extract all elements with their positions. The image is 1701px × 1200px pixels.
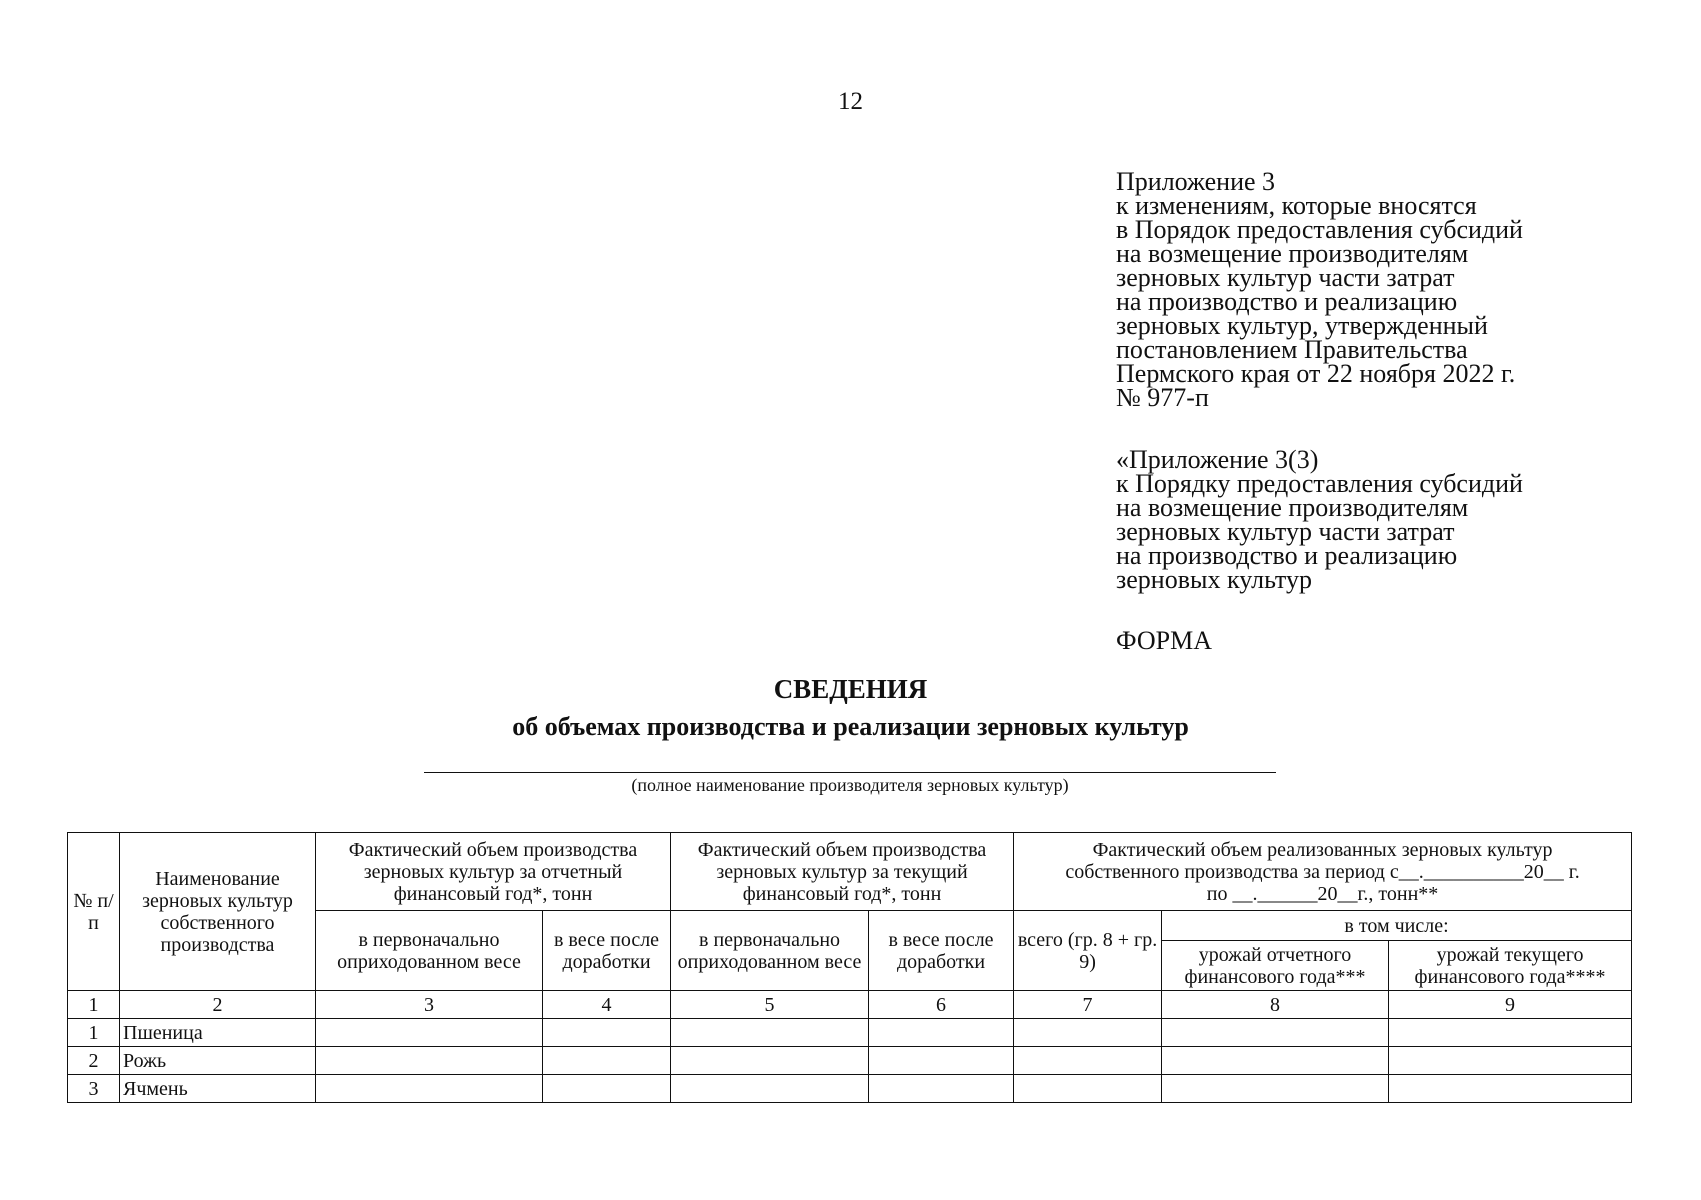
header-group-sold [1014, 833, 1632, 911]
appendix-header-line: постановлением Правительства [1116, 335, 1468, 364]
table-row [68, 1075, 1632, 1103]
column-number: 6 [869, 991, 1014, 1019]
column-number: 9 [1389, 991, 1632, 1019]
form-label: ФОРМА [1116, 626, 1212, 655]
header-initial-weight-current: в первоначально оприходованном весе [671, 911, 869, 991]
header-after-processing-reporting: в весе после доработки [543, 911, 671, 991]
empty-cell[interactable] [1389, 1075, 1632, 1103]
producer-name-line [424, 772, 1276, 773]
header-group-sold-line: по __.______20__г., тонн** [1206, 882, 1439, 905]
row-number: 1 [68, 1019, 120, 1047]
table-row [68, 1047, 1632, 1075]
crop-name-cell: Рожь [120, 1047, 316, 1075]
empty-cell[interactable] [869, 1047, 1014, 1075]
appendix-sub-line: на производство и реализацию [1116, 541, 1458, 570]
empty-cell[interactable] [1162, 1075, 1389, 1103]
empty-cell[interactable] [316, 1019, 543, 1047]
appendix-header-line: на возмещение производителям [1116, 239, 1469, 268]
empty-cell[interactable] [671, 1019, 869, 1047]
appendix-header-line: Приложение 3 [1116, 167, 1276, 196]
header-total-sold: всего (гр. 8 + гр. 9) [1014, 911, 1162, 991]
header-group-sold-line: Фактический объем реализованных зерновых культур [1092, 838, 1553, 861]
header-harvest-reporting-year: урожай отчетного финансового года*** [1162, 941, 1389, 991]
column-number: 4 [543, 991, 671, 1019]
header-group-reporting-year: Фактический объем производства зерновых культур за отчетный финансовый год*, тонн [316, 833, 671, 911]
empty-cell[interactable] [1389, 1019, 1632, 1047]
production-table [67, 832, 1632, 1103]
appendix-header-line: Пермского края от 22 ноября 2022 г. [1116, 359, 1516, 388]
appendix-sub-line: «Приложение 3(3) [1116, 445, 1319, 474]
empty-cell[interactable] [1014, 1019, 1162, 1047]
table-row [68, 1019, 1632, 1047]
appendix-sub-line: зерновых культур части затрат [1116, 517, 1455, 546]
empty-cell[interactable] [543, 1075, 671, 1103]
column-number: 8 [1162, 991, 1389, 1019]
empty-cell[interactable] [671, 1075, 869, 1103]
column-number: 2 [120, 991, 316, 1019]
header-row-number: № п/п [68, 833, 120, 991]
document-subtitle: об объемах производства и реализации зерновых культур [512, 712, 1189, 741]
crop-name-cell: Пшеница [120, 1019, 316, 1047]
column-number: 5 [671, 991, 869, 1019]
header-initial-weight-reporting: в первоначально оприходованном весе [316, 911, 543, 991]
empty-cell[interactable] [869, 1019, 1014, 1047]
document-title: СВЕДЕНИЯ [773, 674, 928, 704]
appendix-sub-line: на возмещение производителям [1116, 493, 1469, 522]
crop-name-cell: Ячмень [120, 1075, 316, 1103]
appendix-sub-line: к Порядку предоставления субсидий [1116, 469, 1523, 498]
row-number: 3 [68, 1075, 120, 1103]
empty-cell[interactable] [316, 1075, 543, 1103]
header-group-sold-line: собственного производства за период с__.__________20__ г. [1065, 860, 1580, 883]
column-number: 1 [68, 991, 120, 1019]
appendix-sub-header [1116, 445, 1523, 594]
row-number: 2 [68, 1047, 120, 1075]
empty-cell[interactable] [671, 1047, 869, 1075]
empty-cell[interactable] [543, 1047, 671, 1075]
empty-cell[interactable] [316, 1047, 543, 1075]
empty-cell[interactable] [543, 1019, 671, 1047]
column-number: 7 [1014, 991, 1162, 1019]
appendix-header-line: в Порядок предоставления субсидий [1116, 215, 1523, 244]
header-crop-name: Наименование зерновых культур собственного производства [120, 833, 316, 991]
appendix-sub-line: зерновых культур [1116, 565, 1312, 594]
header-after-processing-current: в весе после доработки [869, 911, 1014, 991]
header-including: в том числе: [1162, 911, 1632, 941]
appendix-header [1116, 167, 1523, 412]
appendix-header-line: № 977-п [1116, 383, 1209, 412]
empty-cell[interactable] [869, 1075, 1014, 1103]
empty-cell[interactable] [1014, 1047, 1162, 1075]
appendix-header-line: зерновых культур части затрат [1116, 263, 1455, 292]
appendix-header-line: к изменениям, которые вносятся [1116, 191, 1477, 220]
header-group-current-year: Фактический объем производства зерновых культур за текущий финансовый год*, тонн [671, 833, 1014, 911]
page-number: 12 [838, 88, 863, 115]
appendix-header-line: зерновых культур, утвержденный [1116, 311, 1488, 340]
producer-name-caption: (полное наименование производителя зерновых культур) [631, 775, 1069, 795]
column-number: 3 [316, 991, 543, 1019]
empty-cell[interactable] [1162, 1019, 1389, 1047]
empty-cell[interactable] [1162, 1047, 1389, 1075]
empty-cell[interactable] [1389, 1047, 1632, 1075]
empty-cell[interactable] [1014, 1075, 1162, 1103]
header-harvest-current-year: урожай текущего финансового года**** [1389, 941, 1632, 991]
appendix-header-line: на производство и реализацию [1116, 287, 1458, 316]
